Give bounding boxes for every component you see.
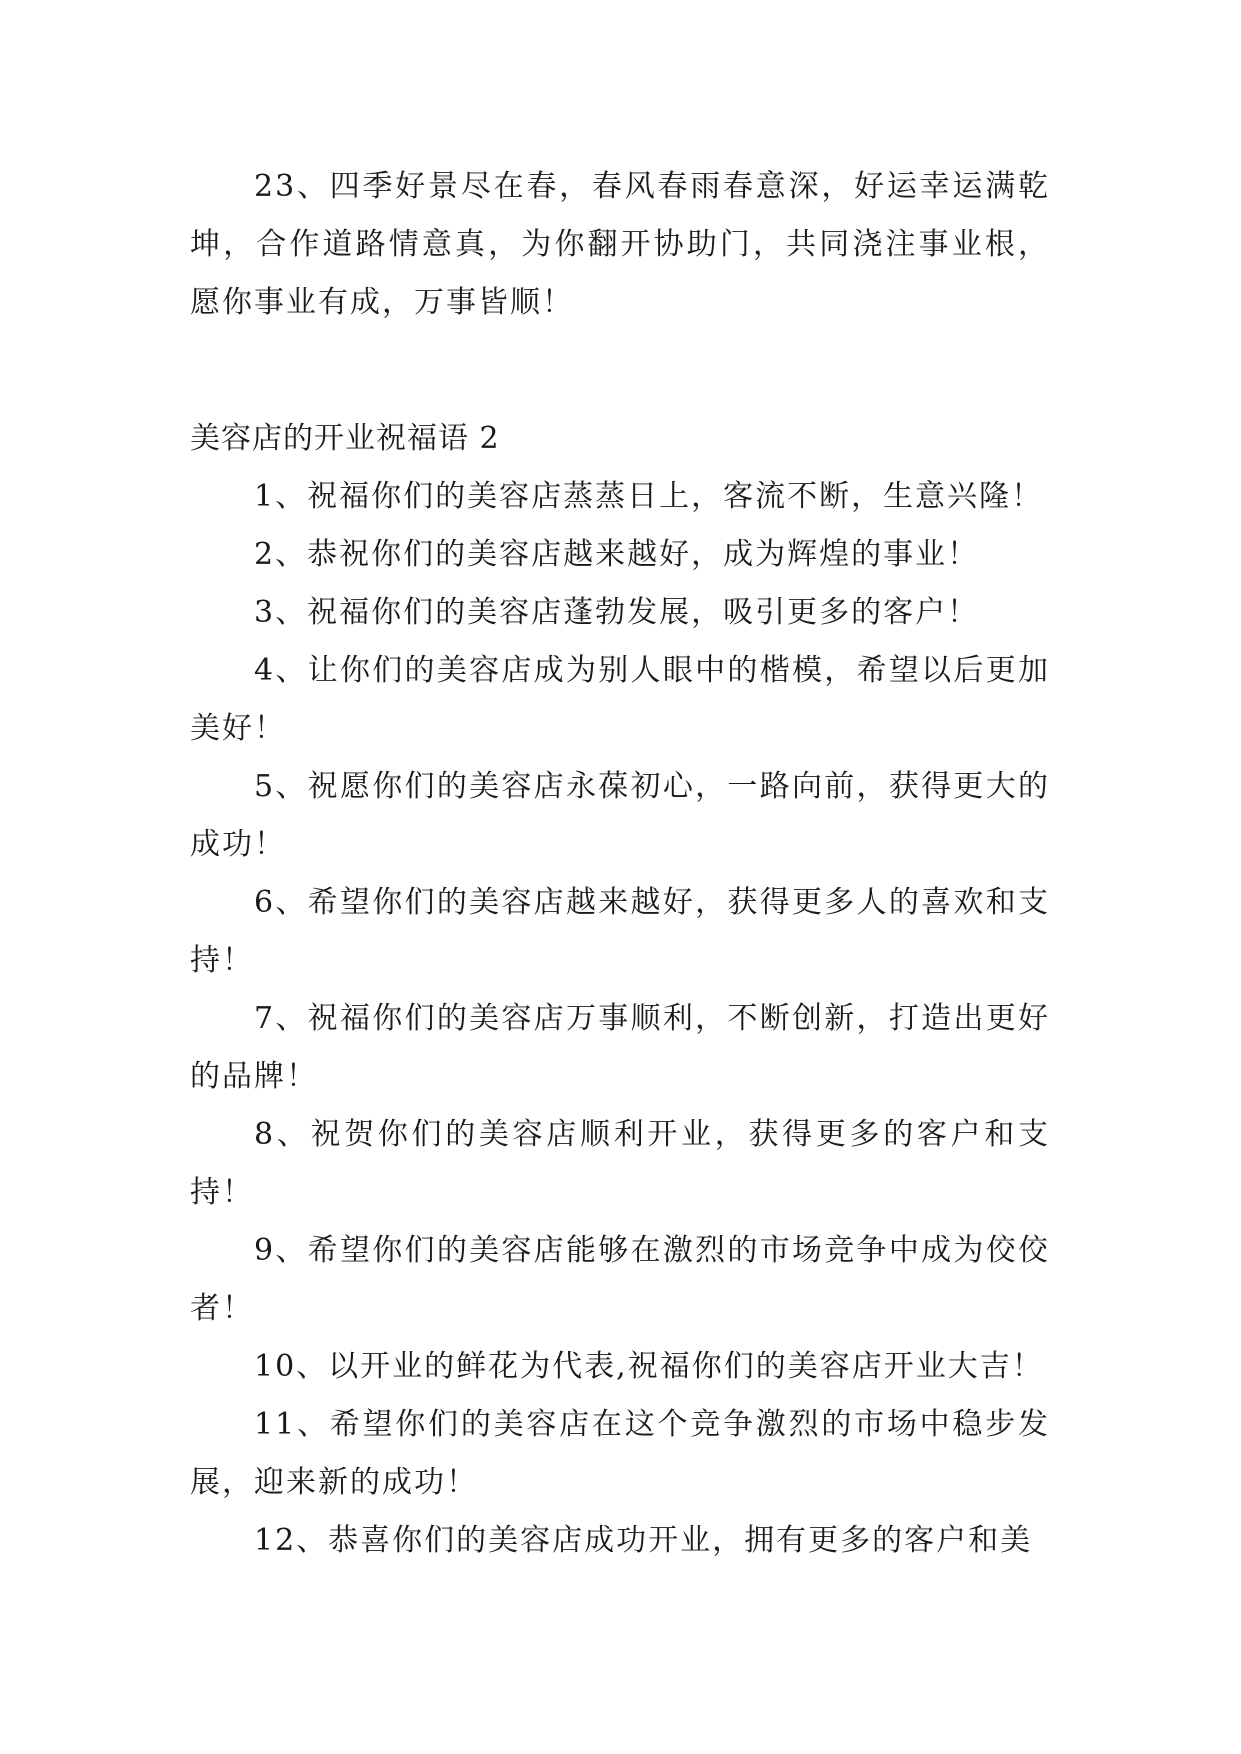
list-item: 6、希望你们的美容店越来越好，获得更多人的喜欢和支持！ — [190, 885, 1050, 978]
section-heading: 美容店的开业祝福语 2 — [190, 421, 500, 456]
list-item: 5、祝愿你们的美容店永葆初心，一路向前，获得更大的成功！ — [190, 769, 1050, 862]
list-item: 2、恭祝你们的美容店越来越好，成为辉煌的事业！ — [254, 537, 980, 572]
document-body — [190, 158, 1050, 1570]
intro-paragraph: 23、四季好景尽在春，春风春雨春意深，好运幸运满乾坤，合作道路情意真，为你翻开协助门，共同浇注事业根，愿你事业有成，万事皆顺！ — [190, 169, 1050, 320]
list-item: 11、希望你们的美容店在这个竞争激烈的市场中稳步发展，迎来新的成功！ — [190, 1407, 1050, 1500]
list-item: 3、祝福你们的美容店蓬勃发展，吸引更多的客户！ — [254, 595, 980, 630]
list-item: 9、希望你们的美容店能够在激烈的市场竞争中成为佼佼者！ — [190, 1233, 1050, 1326]
list-item: 4、让你们的美容店成为别人眼中的楷模，希望以后更加美好！ — [190, 653, 1050, 746]
list-item: 12、恭喜你们的美容店成功开业，拥有更多的客户和美 — [254, 1523, 1033, 1558]
list-item: 8、祝贺你们的美容店顺利开业，获得更多的客户和支持！ — [190, 1117, 1050, 1210]
list-item: 10、以开业的鲜花为代表,祝福你们的美容店开业大吉！ — [254, 1349, 1044, 1384]
list-item: 1、祝福你们的美容店蒸蒸日上，客流不断，生意兴隆！ — [254, 479, 1044, 514]
list-item: 7、祝福你们的美容店万事顺利，不断创新，打造出更好的品牌！ — [190, 1001, 1050, 1094]
